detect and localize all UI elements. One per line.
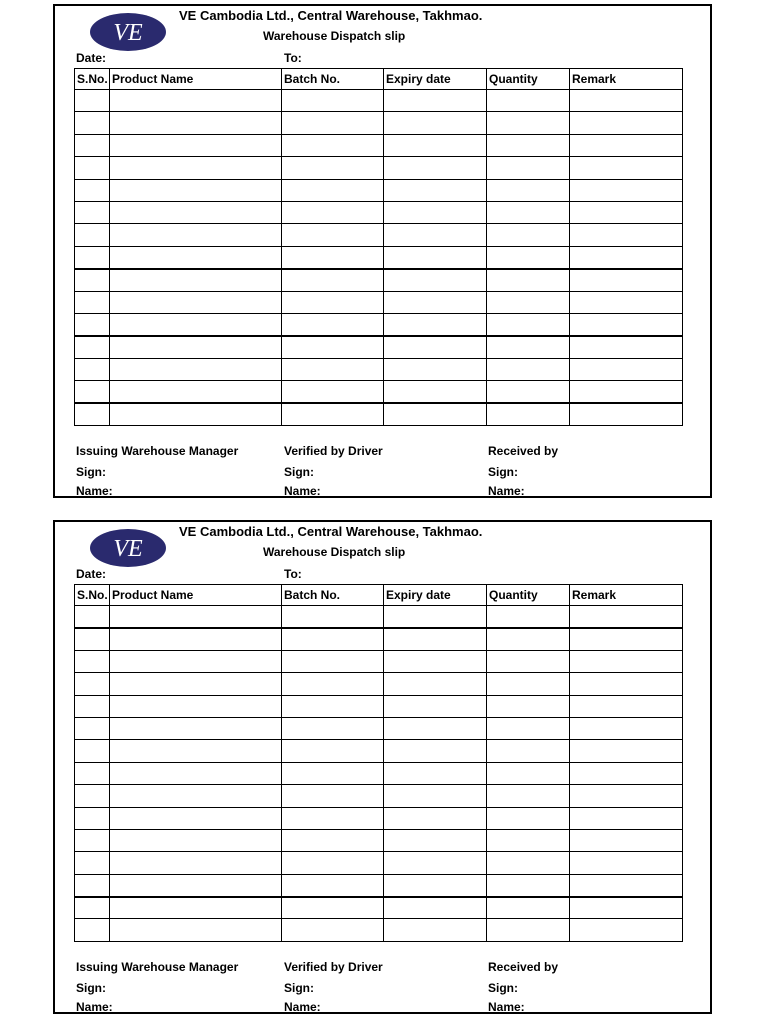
table-cell[interactable] <box>384 403 487 425</box>
driver-label: Verified by Driver <box>284 444 383 458</box>
company-name: VE Cambodia Ltd., Central Warehouse, Takhmao. <box>179 8 483 23</box>
table-cell[interactable] <box>487 403 570 425</box>
slip-title: Warehouse Dispatch slip <box>263 545 406 559</box>
table-row <box>75 403 683 425</box>
table-row <box>75 134 683 156</box>
table-cell[interactable] <box>282 785 384 807</box>
table-cell[interactable] <box>384 919 487 941</box>
receiver-label: Received by <box>488 444 559 458</box>
table-cell[interactable] <box>384 90 487 112</box>
table-cell[interactable] <box>487 717 570 739</box>
table-cell[interactable] <box>487 179 570 201</box>
table-cell[interactable] <box>110 829 282 851</box>
receiver-name-label: Name: <box>488 1000 525 1014</box>
table-cell[interactable] <box>75 179 110 201</box>
receiver-sign-label: Sign: <box>488 465 518 479</box>
table-cell[interactable] <box>487 695 570 717</box>
table-cell[interactable] <box>570 695 683 717</box>
table-cell[interactable] <box>282 358 384 380</box>
table-cell[interactable] <box>75 112 110 134</box>
table-cell[interactable] <box>110 852 282 874</box>
table-cell[interactable] <box>75 650 110 672</box>
table-cell[interactable] <box>75 785 110 807</box>
table-cell[interactable] <box>75 695 110 717</box>
table-cell[interactable] <box>282 246 384 268</box>
table-cell[interactable] <box>570 897 683 919</box>
table-cell[interactable] <box>384 852 487 874</box>
table-cell[interactable] <box>384 269 487 291</box>
table-cell[interactable] <box>110 762 282 784</box>
table-row <box>75 90 683 112</box>
table-row <box>75 291 683 313</box>
issuer-name-label: Name: <box>76 1000 113 1014</box>
table-cell[interactable] <box>384 112 487 134</box>
table-cell[interactable] <box>282 313 384 335</box>
table-row <box>75 224 683 246</box>
receiver-name-label: Name: <box>488 484 525 498</box>
table-cell[interactable] <box>384 874 487 896</box>
dispatch-slip-top <box>53 4 712 498</box>
dispatch-table <box>74 68 683 426</box>
table-cell[interactable] <box>487 740 570 762</box>
table-cell[interactable] <box>282 336 384 358</box>
table-cell[interactable] <box>75 628 110 650</box>
date-label: Date: <box>76 51 107 65</box>
table-cell[interactable] <box>282 919 384 941</box>
table-cell[interactable] <box>384 829 487 851</box>
table-cell[interactable] <box>282 403 384 425</box>
table-cell[interactable] <box>384 606 487 628</box>
table-cell[interactable] <box>110 695 282 717</box>
table-cell[interactable] <box>487 134 570 156</box>
to-label: To: <box>284 51 302 65</box>
table-cell[interactable] <box>75 606 110 628</box>
table-cell[interactable] <box>487 246 570 268</box>
table-cell[interactable] <box>570 201 683 223</box>
table-cell[interactable] <box>570 381 683 403</box>
table-cell[interactable] <box>282 112 384 134</box>
col-remark: Remark <box>570 585 683 606</box>
table-cell[interactable] <box>570 134 683 156</box>
table-cell[interactable] <box>75 762 110 784</box>
table-cell[interactable] <box>282 224 384 246</box>
table-cell[interactable] <box>110 628 282 650</box>
table-cell[interactable] <box>487 112 570 134</box>
table-row <box>75 157 683 179</box>
table-cell[interactable] <box>384 381 487 403</box>
table-cell[interactable] <box>384 762 487 784</box>
table-cell[interactable] <box>110 650 282 672</box>
table-cell[interactable] <box>570 358 683 380</box>
table-row <box>75 112 683 134</box>
to-label: To: <box>284 567 302 581</box>
table-cell[interactable] <box>282 829 384 851</box>
table-cell[interactable] <box>570 269 683 291</box>
table-cell[interactable] <box>75 673 110 695</box>
table-cell[interactable] <box>384 807 487 829</box>
table-cell[interactable] <box>570 628 683 650</box>
table-cell[interactable] <box>110 112 282 134</box>
table-cell[interactable] <box>75 358 110 380</box>
table-row <box>75 919 683 941</box>
table-cell[interactable] <box>110 336 282 358</box>
table-cell[interactable] <box>384 336 487 358</box>
table-cell[interactable] <box>384 695 487 717</box>
table-cell[interactable] <box>110 673 282 695</box>
table-row <box>75 785 683 807</box>
col-product-name: Product Name <box>110 585 282 606</box>
table-cell[interactable] <box>282 807 384 829</box>
table-row <box>75 358 683 380</box>
table-cell[interactable] <box>110 807 282 829</box>
table-cell[interactable] <box>75 919 110 941</box>
table-cell[interactable] <box>570 157 683 179</box>
ve-logo <box>89 528 167 568</box>
table-cell[interactable] <box>282 762 384 784</box>
table-cell[interactable] <box>384 897 487 919</box>
table-cell[interactable] <box>282 717 384 739</box>
table-cell[interactable] <box>75 201 110 223</box>
driver-label: Verified by Driver <box>284 960 383 974</box>
table-cell[interactable] <box>487 381 570 403</box>
table-cell[interactable] <box>487 673 570 695</box>
table-cell[interactable] <box>282 381 384 403</box>
table-cell[interactable] <box>570 224 683 246</box>
table-cell[interactable] <box>75 897 110 919</box>
table-cell[interactable] <box>75 829 110 851</box>
table-cell[interactable] <box>282 291 384 313</box>
slip-title: Warehouse Dispatch slip <box>263 29 406 43</box>
table-cell[interactable] <box>384 358 487 380</box>
table-cell[interactable] <box>487 90 570 112</box>
table-cell[interactable] <box>110 403 282 425</box>
table-cell[interactable] <box>384 246 487 268</box>
date-label: Date: <box>76 567 107 581</box>
table-row <box>75 762 683 784</box>
table-cell[interactable] <box>570 179 683 201</box>
col-sno: S.No. <box>75 585 110 606</box>
col-batch-no: Batch No. <box>282 585 384 606</box>
col-expiry-date: Expiry date <box>384 69 487 90</box>
table-cell[interactable] <box>110 897 282 919</box>
table-cell[interactable] <box>487 829 570 851</box>
logo-text: VE <box>113 536 143 562</box>
table-cell[interactable] <box>384 740 487 762</box>
table-cell[interactable] <box>110 874 282 896</box>
table-cell[interactable] <box>110 291 282 313</box>
table-cell[interactable] <box>75 313 110 335</box>
table-cell[interactable] <box>487 628 570 650</box>
table-cell[interactable] <box>570 762 683 784</box>
table-cell[interactable] <box>110 157 282 179</box>
table-cell[interactable] <box>487 785 570 807</box>
table-cell[interactable] <box>487 157 570 179</box>
table-cell[interactable] <box>487 313 570 335</box>
table-row <box>75 201 683 223</box>
table-cell[interactable] <box>110 90 282 112</box>
table-cell[interactable] <box>282 201 384 223</box>
table-row <box>75 874 683 896</box>
table-cell[interactable] <box>110 919 282 941</box>
table-cell[interactable] <box>110 246 282 268</box>
table-cell[interactable] <box>75 157 110 179</box>
table-cell[interactable] <box>75 246 110 268</box>
table-cell[interactable] <box>487 874 570 896</box>
table-cell[interactable] <box>282 90 384 112</box>
table-cell[interactable] <box>282 650 384 672</box>
table-header-row <box>75 585 683 606</box>
table-cell[interactable] <box>75 90 110 112</box>
table-cell[interactable] <box>384 201 487 223</box>
ve-logo <box>89 12 167 52</box>
table-cell[interactable] <box>282 606 384 628</box>
table-cell[interactable] <box>570 313 683 335</box>
table-cell[interactable] <box>75 381 110 403</box>
col-batch-no: Batch No. <box>282 69 384 90</box>
col-quantity: Quantity <box>487 585 570 606</box>
table-header-row <box>75 69 683 90</box>
table-cell[interactable] <box>570 112 683 134</box>
table-cell[interactable] <box>282 628 384 650</box>
table-cell[interactable] <box>75 336 110 358</box>
receiver-label: Received by <box>488 960 559 974</box>
table-body <box>75 90 683 426</box>
table-cell[interactable] <box>282 740 384 762</box>
col-remark: Remark <box>570 69 683 90</box>
table-cell[interactable] <box>110 313 282 335</box>
table-row <box>75 336 683 358</box>
table-cell[interactable] <box>570 717 683 739</box>
table-cell[interactable] <box>487 807 570 829</box>
table-cell[interactable] <box>570 606 683 628</box>
table-cell[interactable] <box>110 606 282 628</box>
table-cell[interactable] <box>75 717 110 739</box>
table-cell[interactable] <box>487 336 570 358</box>
receiver-sign-label: Sign: <box>488 981 518 995</box>
table-cell[interactable] <box>384 785 487 807</box>
col-expiry-date: Expiry date <box>384 585 487 606</box>
table-cell[interactable] <box>75 874 110 896</box>
table-cell[interactable] <box>75 403 110 425</box>
dispatch-table <box>74 584 683 942</box>
table-cell[interactable] <box>110 381 282 403</box>
table-row <box>75 740 683 762</box>
table-cell[interactable] <box>282 179 384 201</box>
table-cell[interactable] <box>570 650 683 672</box>
table-cell[interactable] <box>570 874 683 896</box>
table-cell[interactable] <box>487 269 570 291</box>
table-row <box>75 313 683 335</box>
table-cell[interactable] <box>384 313 487 335</box>
table-cell[interactable] <box>570 785 683 807</box>
table-cell[interactable] <box>570 919 683 941</box>
table-cell[interactable] <box>282 269 384 291</box>
table-cell[interactable] <box>110 740 282 762</box>
table-cell[interactable] <box>282 852 384 874</box>
table-cell[interactable] <box>384 673 487 695</box>
table-cell[interactable] <box>570 852 683 874</box>
table-cell[interactable] <box>384 224 487 246</box>
table-cell[interactable] <box>282 874 384 896</box>
table-row <box>75 829 683 851</box>
table-cell[interactable] <box>282 897 384 919</box>
table-body <box>75 606 683 942</box>
table-cell[interactable] <box>110 785 282 807</box>
table-row <box>75 650 683 672</box>
table-cell[interactable] <box>487 897 570 919</box>
table-row <box>75 807 683 829</box>
table-cell[interactable] <box>75 807 110 829</box>
table-cell[interactable] <box>75 134 110 156</box>
col-product-name: Product Name <box>110 69 282 90</box>
table-cell[interactable] <box>110 269 282 291</box>
table-cell[interactable] <box>384 157 487 179</box>
driver-name-label: Name: <box>284 1000 321 1014</box>
table-cell[interactable] <box>570 807 683 829</box>
issuer-label: Issuing Warehouse Manager <box>76 960 239 974</box>
issuer-name-label: Name: <box>76 484 113 498</box>
issuer-label: Issuing Warehouse Manager <box>76 444 239 458</box>
table-row <box>75 673 683 695</box>
col-quantity: Quantity <box>487 69 570 90</box>
table-cell[interactable] <box>384 134 487 156</box>
table-cell[interactable] <box>75 269 110 291</box>
table-cell[interactable] <box>570 336 683 358</box>
table-cell[interactable] <box>384 179 487 201</box>
table-row <box>75 852 683 874</box>
table-row <box>75 695 683 717</box>
logo-text: VE <box>113 20 143 46</box>
table-cell[interactable] <box>487 224 570 246</box>
table-row <box>75 381 683 403</box>
table-cell[interactable] <box>384 628 487 650</box>
table-row <box>75 246 683 268</box>
table-row <box>75 606 683 628</box>
table-cell[interactable] <box>570 673 683 695</box>
table-cell[interactable] <box>384 291 487 313</box>
table-cell[interactable] <box>570 829 683 851</box>
table-cell[interactable] <box>282 673 384 695</box>
col-sno: S.No. <box>75 69 110 90</box>
table-cell[interactable] <box>110 179 282 201</box>
table-cell[interactable] <box>570 291 683 313</box>
table-row <box>75 628 683 650</box>
issuer-sign-label: Sign: <box>76 465 106 479</box>
table-cell[interactable] <box>487 606 570 628</box>
table-cell[interactable] <box>487 358 570 380</box>
table-cell[interactable] <box>570 90 683 112</box>
table-cell[interactable] <box>282 134 384 156</box>
table-cell[interactable] <box>384 717 487 739</box>
table-cell[interactable] <box>487 201 570 223</box>
table-row <box>75 269 683 291</box>
driver-sign-label: Sign: <box>284 981 314 995</box>
table-cell[interactable] <box>282 695 384 717</box>
table-cell[interactable] <box>570 403 683 425</box>
table-cell[interactable] <box>110 358 282 380</box>
table-cell[interactable] <box>75 291 110 313</box>
driver-name-label: Name: <box>284 484 321 498</box>
table-cell[interactable] <box>487 291 570 313</box>
table-cell[interactable] <box>487 852 570 874</box>
table-row <box>75 897 683 919</box>
table-row <box>75 179 683 201</box>
table-cell[interactable] <box>570 246 683 268</box>
table-cell[interactable] <box>487 919 570 941</box>
table-cell[interactable] <box>110 201 282 223</box>
table-cell[interactable] <box>75 852 110 874</box>
table-cell[interactable] <box>75 224 110 246</box>
table-cell[interactable] <box>110 134 282 156</box>
dispatch-slip-bottom <box>53 520 712 1014</box>
table-cell[interactable] <box>487 762 570 784</box>
table-cell[interactable] <box>110 224 282 246</box>
table-cell[interactable] <box>75 740 110 762</box>
driver-sign-label: Sign: <box>284 465 314 479</box>
table-row <box>75 717 683 739</box>
issuer-sign-label: Sign: <box>76 981 106 995</box>
table-cell[interactable] <box>570 740 683 762</box>
table-cell[interactable] <box>282 157 384 179</box>
table-cell[interactable] <box>487 650 570 672</box>
table-cell[interactable] <box>110 717 282 739</box>
table-cell[interactable] <box>384 650 487 672</box>
company-name: VE Cambodia Ltd., Central Warehouse, Takhmao. <box>179 524 483 539</box>
